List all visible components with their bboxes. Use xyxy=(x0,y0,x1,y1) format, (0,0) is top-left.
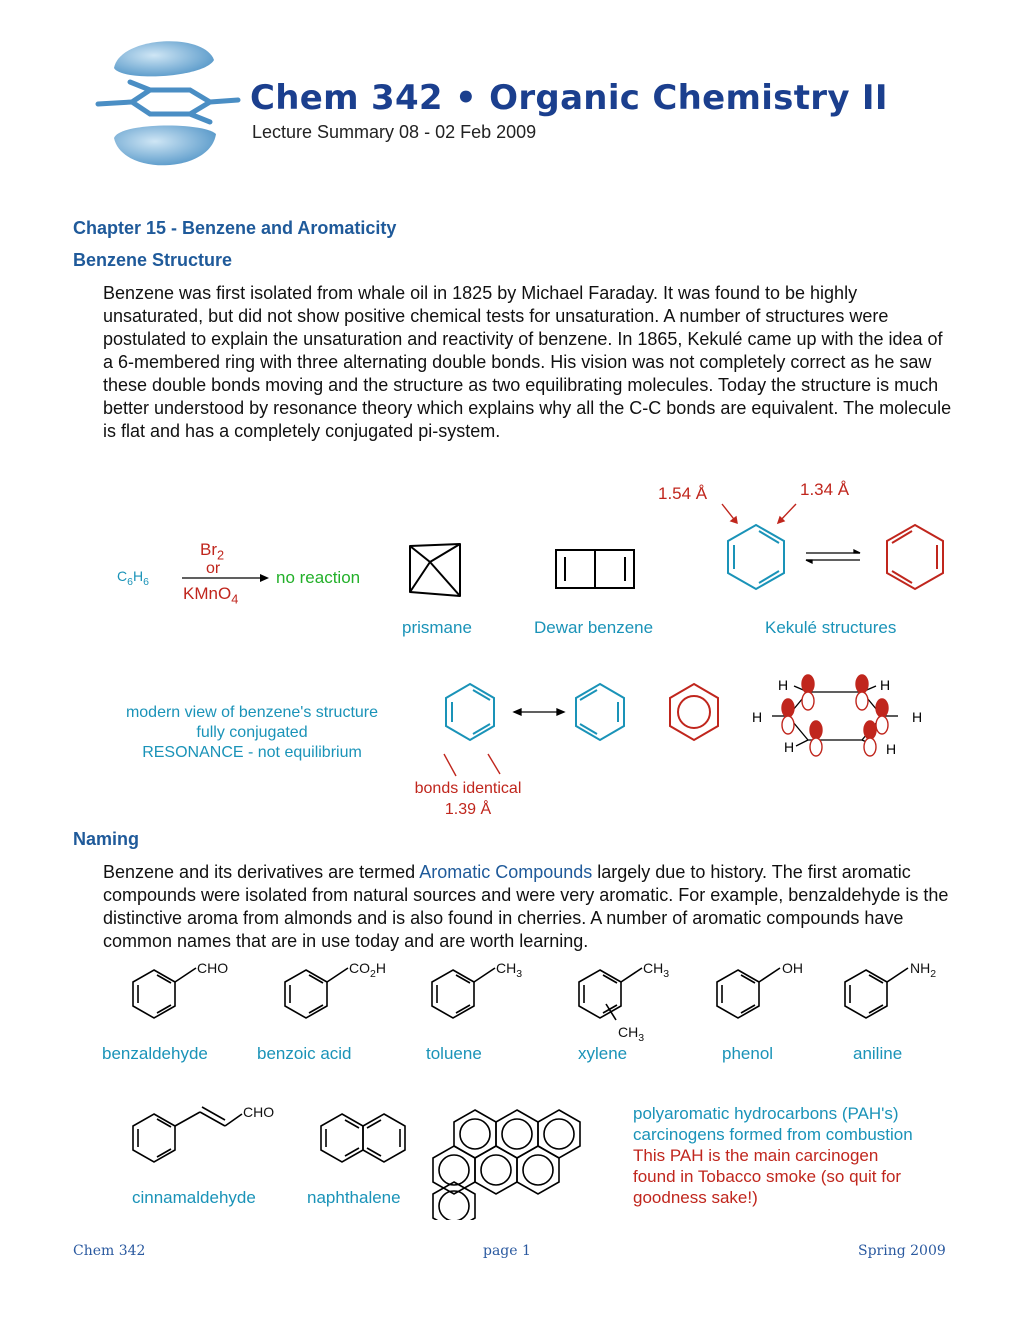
no-reaction-label: no reaction xyxy=(276,568,361,587)
xylene-group-2: $CH_3$ xyxy=(618,1024,645,1044)
page-title: Chem 342 • Organic Chemistry II xyxy=(250,78,888,118)
aniline-label: aniline xyxy=(853,1044,903,1063)
bond-length-double: 1.34 Å xyxy=(800,480,850,499)
reagent-br2: $Br_2$ xyxy=(200,540,225,563)
toluene-group: $CH_3$ xyxy=(496,960,523,980)
toluene-label: toluene xyxy=(426,1044,482,1063)
chapter-heading: Chapter 15 - Benzene and Aromaticity xyxy=(73,218,397,238)
dewar-benzene-structure xyxy=(552,546,638,592)
p-orbital-diagram xyxy=(748,672,938,758)
substrate-benzene-formula: $C_6H_6$ xyxy=(117,568,149,588)
compound-structures-row1 xyxy=(100,954,980,1044)
modern-view-text xyxy=(90,703,414,763)
benzaldehyde-label: benzaldehyde xyxy=(102,1044,208,1063)
benzoic-acid-label: benzoic acid xyxy=(257,1044,352,1063)
pah-note xyxy=(633,1103,913,1208)
naming-text-before: Benzene and its derivatives are termed xyxy=(103,862,420,882)
resonance-structures xyxy=(440,678,730,778)
page-subtitle: Lecture Summary 08 - 02 Feb 2009 xyxy=(252,122,537,142)
benzaldehyde-group: CHO xyxy=(197,960,229,976)
pah-note-line4: found in Tobacco smoke (so quit for xyxy=(633,1167,902,1186)
naming-text-after: largely due to history. The first aromatic compounds were isolated from natural sources and were very aromatic. For example, benzaldehyde is the distinctive aroma from almonds and is also found in cherries. A number of aromatic compounds have common names that are in use today and are worth learning. xyxy=(103,862,949,951)
bonds-identical-note xyxy=(390,778,546,820)
reaction-arrow xyxy=(180,572,270,584)
reagent-or: or xyxy=(206,560,221,577)
pah-note-line3: This PAH is the main carcinogen xyxy=(633,1146,879,1165)
kekule-label: Kekulé structures xyxy=(765,618,897,637)
reagent-kmno4: KMnO$_4$ xyxy=(183,584,239,607)
prismane-label: prismane xyxy=(402,618,472,637)
bond-length-identical: 1.39 Å xyxy=(444,801,492,818)
svg-text:H: H xyxy=(880,677,891,693)
section-heading-structure: Benzene Structure xyxy=(73,250,233,270)
footer-course: Chem 342 xyxy=(73,1243,146,1259)
pah-note-line2: carcinogens formed from combustion xyxy=(633,1125,913,1144)
dewar-benzene-label: Dewar benzene xyxy=(534,618,654,637)
phenol-group: OH xyxy=(782,960,803,976)
xylene-group: $CH_3$ xyxy=(643,960,670,980)
benzene-orbital-logo xyxy=(92,30,242,180)
pah-note-line1: polyaromatic hydrocarbons (PAH's) xyxy=(633,1104,899,1123)
pah-note-line5: goodness sake!) xyxy=(633,1188,758,1207)
xylene-label: xylene xyxy=(578,1044,628,1063)
svg-text:H: H xyxy=(752,709,763,725)
section-heading-naming: Naming xyxy=(73,829,140,849)
svg-text:H: H xyxy=(784,739,795,755)
naming-paragraph xyxy=(103,861,953,953)
svg-text:H: H xyxy=(778,677,789,693)
aromatic-compounds-term: Aromatic Compounds xyxy=(419,862,593,882)
svg-text:H: H xyxy=(912,709,923,725)
structure-paragraph: Benzene was first isolated from whale oil in 1825 by Michael Faraday. It was found to be highly unsaturated, but did not show positive chemical tests for unsaturation. A number of structures were postulated to explain the unsaturation and reactivity of benzene. In 1865, Kekulé came up with the idea of a 6-membered ring with three alternating double bonds. His vision was not completely correct as he saw these double bonds moving and the structure as two equilibrating molecules. Today the structure is much better understood by resonance theory which explains why all the C-C bonds are equivalent. The molecule is flat and has a completely conjugated pi-system. xyxy=(103,283,952,441)
bonds-identical-label: bonds identical xyxy=(414,780,522,797)
cinnamaldehyde-label: cinnamaldehyde xyxy=(132,1188,256,1207)
phenol-label: phenol xyxy=(722,1044,774,1063)
modern-view-line2: fully conjugated xyxy=(196,724,308,741)
cinnamaldehyde-group: CHO xyxy=(243,1104,275,1120)
footer-term: Spring 2009 xyxy=(858,1243,946,1259)
aniline-group: $NH_2$ xyxy=(910,960,937,980)
naphthalene-label: naphthalene xyxy=(307,1188,401,1207)
kekule-structures xyxy=(710,490,960,595)
svg-text:H: H xyxy=(886,741,897,757)
benzoic-acid-group: $CO_2H$ xyxy=(349,960,386,980)
bond-length-single: 1.54 Å xyxy=(658,484,708,503)
footer-page-number: page 1 xyxy=(483,1243,531,1259)
modern-view-line3: RESONANCE - not equilibrium xyxy=(142,744,362,761)
modern-view-line1: modern view of benzene's structure xyxy=(125,704,379,721)
prismane-structure xyxy=(400,540,470,600)
